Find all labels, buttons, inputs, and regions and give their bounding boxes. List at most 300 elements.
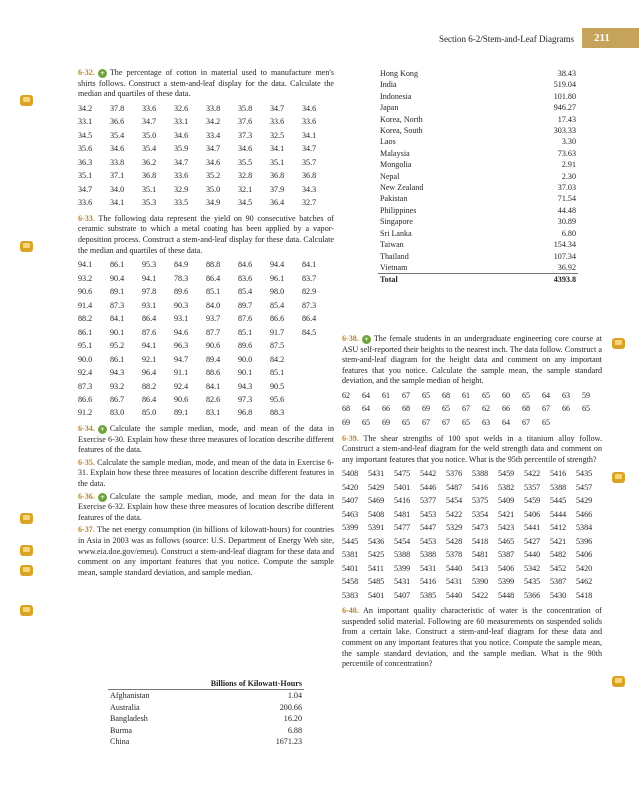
data-value: 5396 [576, 536, 593, 546]
page-number: 211 [582, 28, 639, 48]
data-value: 32.1 [238, 184, 253, 194]
data-value: 5459 [498, 469, 515, 479]
data-value: 67 [522, 417, 531, 427]
margin-icon[interactable] [20, 241, 33, 252]
country-name: Nepal [380, 171, 400, 181]
data-value: 64 [362, 404, 371, 414]
table-row [378, 193, 578, 204]
data-value: 5428 [446, 536, 463, 546]
data-value: 5387 [498, 550, 515, 560]
data-value: 35.8 [238, 103, 253, 113]
data-value: 92.4 [78, 368, 93, 378]
table-row [378, 216, 578, 227]
data-value: 32.7 [302, 198, 317, 208]
data-value: 33.6 [270, 117, 285, 127]
table-row [108, 725, 304, 736]
data-value: 5407 [342, 496, 359, 506]
data-value: 86.6 [78, 394, 93, 404]
data-value: 82.6 [206, 394, 221, 404]
data-value: 86.4 [302, 314, 317, 324]
data-value [302, 395, 334, 406]
data-value: 94.3 [110, 368, 125, 378]
data-value: 66 [382, 404, 391, 414]
data-value: 36.3 [78, 157, 93, 167]
data-value: 34.6 [302, 103, 317, 113]
data-value: 83.7 [302, 273, 317, 283]
data-value: 5431 [446, 577, 463, 587]
data-value: 65 [542, 417, 551, 427]
cotton-data-grid [78, 104, 334, 209]
energy-value: 73.63 [557, 148, 576, 158]
data-value: 83.0 [110, 408, 125, 418]
data-value: 86.1 [78, 327, 93, 337]
table-row [108, 702, 304, 713]
data-value: 88.3 [270, 408, 285, 418]
data-value [302, 408, 334, 419]
data-value: 97.3 [238, 394, 253, 404]
data-value: 5425 [368, 550, 385, 560]
data-value: 34.2 [206, 117, 221, 127]
data-value: 84.1 [206, 381, 221, 391]
country-name: Laos [380, 137, 396, 147]
data-value: 64 [502, 417, 511, 427]
table-row [378, 68, 578, 79]
data-value: 37.6 [238, 117, 253, 127]
data-value: 90.3 [174, 300, 189, 310]
data-value [302, 341, 334, 352]
data-value: 84.6 [238, 260, 253, 270]
table-row [378, 251, 578, 262]
energy-value: 38.43 [557, 69, 576, 78]
data-value: 96.3 [174, 341, 189, 351]
data-value: 5477 [394, 523, 411, 533]
data-value: 62 [482, 404, 491, 414]
data-value: 5447 [420, 523, 437, 533]
data-value: 5429 [576, 496, 593, 506]
data-value: 65 [402, 417, 411, 427]
energy-value: 44.48 [557, 205, 576, 215]
data-value: 90.6 [78, 287, 93, 297]
data-value: 5440 [524, 550, 541, 560]
country-name: Burma [110, 725, 133, 735]
data-value: 90.4 [110, 273, 125, 283]
data-value: 92.4 [174, 381, 189, 391]
data-value: 65 [442, 404, 451, 414]
country-name: China [110, 737, 130, 747]
data-value: 5390 [472, 577, 489, 587]
data-value: 5485 [368, 577, 385, 587]
data-value: 5383 [342, 590, 359, 600]
data-value: 88.2 [142, 381, 157, 391]
data-value: 90.1 [110, 327, 125, 337]
data-value: 5429 [368, 482, 385, 492]
data-value: 84.5 [302, 327, 317, 337]
data-value: 33.6 [78, 198, 93, 208]
data-value: 84.0 [206, 300, 221, 310]
data-value: 5454 [394, 536, 411, 546]
data-value: 93.1 [174, 314, 189, 324]
data-value: 34.7 [302, 144, 317, 154]
height-data-grid [342, 391, 602, 429]
data-value: 82.9 [302, 287, 317, 297]
data-value: 91.1 [174, 368, 189, 378]
data-value: 35.4 [142, 144, 157, 154]
table-row [378, 262, 578, 274]
data-value: 5453 [420, 509, 437, 519]
table-row [108, 690, 304, 702]
data-value: 5446 [420, 482, 437, 492]
data-value: 62 [342, 390, 351, 400]
data-value: 5342 [524, 563, 541, 573]
data-value: 34.9 [206, 198, 221, 208]
table-row [108, 713, 304, 724]
country-name: India [380, 80, 397, 90]
data-value: 92.1 [142, 354, 157, 364]
data-value: 33.1 [174, 117, 189, 127]
data-value [302, 355, 334, 366]
country-name: Korea, South [380, 126, 423, 136]
data-value: 5473 [472, 523, 489, 533]
data-value [302, 382, 334, 393]
data-value: 94.1 [142, 273, 157, 283]
energy-value: 946.27 [553, 103, 576, 113]
exercise-6-37: 6-37. The net energy consumption (in billions of kilowatt-hours) for countries in Asia in 2003 was as follows (source: U.S. Department of Energy Web site, www.eia.doe.gov/emeu). Construct a stem-and-leaf diagram for these data and comment on any important features that you notice. Compute the sample mean, sample standard deviation, and sample median. [78, 525, 334, 577]
data-value: 5453 [420, 536, 437, 546]
data-value: 36.8 [142, 171, 157, 181]
right-column [342, 334, 602, 672]
data-value: 84.1 [110, 314, 125, 324]
energy-value: 1671.23 [275, 737, 302, 747]
data-value: 5416 [420, 577, 437, 587]
data-value: 34.1 [302, 130, 317, 140]
country-name: Thailand [380, 251, 409, 261]
data-value: 5422 [472, 590, 489, 600]
data-value: 5329 [446, 523, 463, 533]
data-value: 5387 [550, 577, 567, 587]
country-name: Australia [110, 702, 140, 712]
data-value: 36.2 [142, 157, 157, 167]
data-value: 35.9 [174, 144, 189, 154]
data-value: 35.4 [110, 130, 125, 140]
data-value: 34.7 [270, 103, 285, 113]
data-value: 5354 [472, 509, 489, 519]
data-value: 5462 [576, 577, 593, 587]
data-value: 89.6 [238, 341, 253, 351]
table-row [378, 91, 578, 102]
data-value: 93.7 [206, 314, 221, 324]
data-value: 5418 [576, 590, 593, 600]
data-value: 34.1 [270, 144, 285, 154]
data-value: 64 [542, 390, 551, 400]
data-value: 86.1 [110, 260, 125, 270]
table-row [378, 102, 578, 113]
data-value: 5466 [576, 509, 593, 519]
country-name: Taiwan [380, 240, 404, 250]
country-name: Sri Lanka [380, 228, 412, 238]
data-value: 34.6 [238, 144, 253, 154]
country-name: Philippines [380, 205, 417, 215]
data-value: 5454 [446, 496, 463, 506]
data-value: 67 [462, 404, 471, 414]
data-value: 5388 [420, 550, 437, 560]
weld-data-grid [342, 469, 602, 601]
data-value: 87.3 [302, 300, 317, 310]
data-value: 33.6 [174, 171, 189, 181]
country-name: Korea, North [380, 114, 423, 124]
data-value: 5406 [524, 509, 541, 519]
data-value: 33.8 [110, 157, 125, 167]
data-value: 86.6 [270, 314, 285, 324]
exercise-6-32: 6-32. + The percentage of cotton in material used to manufacture men's shirts follows. Construct a stem-and-leaf display for the data. Calculate the median and quartiles of these data. [78, 68, 334, 99]
data-value: 37.9 [270, 184, 285, 194]
plus-icon: + [98, 69, 107, 78]
table-row [378, 159, 578, 170]
data-value: 84.2 [270, 354, 285, 364]
data-value: 5431 [368, 469, 385, 479]
data-value: 32.5 [270, 130, 285, 140]
data-value: 37.8 [110, 103, 125, 113]
margin-icon[interactable] [612, 472, 625, 483]
energy-value: 36.92 [557, 262, 576, 272]
data-value: 84.9 [174, 260, 189, 270]
data-value: 35.3 [142, 198, 157, 208]
table-row [378, 182, 578, 193]
country-name: New Zealand [380, 183, 424, 193]
energy-value: 303.33 [553, 126, 576, 136]
data-value: 35.0 [206, 184, 221, 194]
yield-data-grid [78, 260, 334, 419]
data-value: 69 [342, 417, 351, 427]
data-value: 5381 [342, 550, 359, 560]
energy-value: 71.54 [557, 194, 576, 204]
data-value: 32.8 [238, 171, 253, 181]
data-value: 5422 [446, 509, 463, 519]
country-name: Mongolia [380, 160, 412, 170]
data-value: 37.3 [238, 130, 253, 140]
table-row [378, 136, 578, 147]
data-value: 5430 [550, 590, 567, 600]
data-value: 34.1 [110, 198, 125, 208]
data-value: 5378 [446, 550, 463, 560]
table-row [378, 171, 578, 182]
data-value: 35.0 [142, 130, 157, 140]
data-value: 64 [362, 390, 371, 400]
data-value: 90.5 [270, 381, 285, 391]
data-value: 94.7 [174, 354, 189, 364]
data-value: 87.7 [206, 327, 221, 337]
data-value: 5384 [576, 523, 593, 533]
data-value: 88.2 [78, 314, 93, 324]
data-value: 5408 [368, 509, 385, 519]
data-value: 87.3 [110, 300, 125, 310]
data-value: 34.3 [302, 184, 317, 194]
data-value: 5421 [550, 536, 567, 546]
section-title: Section 6-2/Stem-and-Leaf Diagrams [439, 34, 574, 44]
energy-table-header: Billions of Kilowatt-Hours [108, 678, 304, 690]
data-value: 36.8 [302, 171, 317, 181]
data-value: 35.1 [78, 171, 93, 181]
data-value: 86.4 [206, 273, 221, 283]
data-value: 34.5 [78, 130, 93, 140]
data-value: 5406 [498, 563, 515, 573]
table-row [108, 736, 304, 747]
data-value: 5411 [368, 563, 384, 573]
data-value: 94.1 [78, 260, 93, 270]
data-value: 86.7 [110, 394, 125, 404]
data-value: 5457 [576, 482, 593, 492]
data-value: 5399 [498, 577, 515, 587]
data-value: 34.7 [174, 157, 189, 167]
data-value: 33.6 [142, 103, 157, 113]
data-value: 61 [382, 390, 391, 400]
data-value: 34.6 [110, 144, 125, 154]
data-value: 63 [562, 390, 571, 400]
data-value: 5406 [576, 550, 593, 560]
margin-icon[interactable] [20, 513, 33, 524]
data-value: 5409 [498, 496, 515, 506]
table-row [378, 79, 578, 90]
data-value: 36.4 [270, 198, 285, 208]
data-value: 68 [522, 404, 531, 414]
data-value: 5388 [394, 550, 411, 560]
data-value: 34.6 [206, 157, 221, 167]
energy-value: 519.04 [553, 80, 576, 90]
data-value: 5382 [498, 482, 515, 492]
energy-value: 2.30 [561, 171, 576, 181]
data-value: 85.1 [206, 287, 221, 297]
plus-icon: + [98, 425, 107, 434]
data-value: 67 [442, 417, 451, 427]
table-row [378, 239, 578, 250]
data-value: 34.6 [174, 130, 189, 140]
data-value: 5416 [472, 482, 489, 492]
data-value: 96.8 [238, 408, 253, 418]
plus-icon: + [98, 493, 107, 502]
data-value: 5420 [576, 563, 593, 573]
data-value: 32.6 [174, 103, 189, 113]
data-value: 5431 [420, 563, 437, 573]
energy-value: 2.91 [561, 160, 576, 170]
data-value: 5399 [394, 563, 411, 573]
country-name: Hong Kong [380, 69, 418, 78]
energy-value: 6.88 [287, 725, 302, 735]
data-value: 89.6 [174, 287, 189, 297]
data-value: 67 [422, 417, 431, 427]
data-value: 5436 [368, 536, 385, 546]
data-value: 90.0 [238, 354, 253, 364]
margin-icon[interactable] [20, 95, 33, 106]
data-value: 5388 [550, 482, 567, 492]
margin-icon[interactable] [20, 605, 33, 616]
table-row [378, 228, 578, 239]
data-value: 5444 [550, 509, 567, 519]
data-value: 68 [342, 404, 351, 414]
table-row [378, 148, 578, 159]
data-value: 32.9 [174, 184, 189, 194]
data-value: 68 [402, 404, 411, 414]
data-value: 34.2 [78, 103, 93, 113]
country-name: Singapore [380, 217, 413, 227]
total-row [378, 274, 578, 286]
country-name: Japan [380, 103, 399, 113]
data-value: 36.6 [110, 117, 125, 127]
data-value: 35.2 [206, 171, 221, 181]
data-value: 5423 [498, 523, 515, 533]
data-value: 5440 [446, 590, 463, 600]
margin-icon[interactable] [20, 545, 33, 556]
data-value: 5357 [524, 482, 541, 492]
data-value: 5448 [498, 590, 515, 600]
data-value: 5412 [550, 523, 567, 533]
data-value: 5416 [550, 469, 567, 479]
table-row [378, 114, 578, 125]
data-value: 85.1 [238, 327, 253, 337]
data-value: 5435 [524, 577, 541, 587]
exercise-6-39: 6-39. The shear strengths of 100 spot welds in a titanium alloy follow. Construct a stem-and-leaf diagram for the weld strength data and comment on any important features that you notice. What is the 95th percentile of strength? [342, 433, 603, 464]
energy-value: 6.80 [561, 228, 576, 238]
data-value: 91.4 [78, 300, 93, 310]
data-value: 90.6 [174, 394, 189, 404]
data-value: 66 [502, 404, 511, 414]
margin-icon[interactable] [20, 565, 33, 576]
data-value: 5408 [342, 469, 359, 479]
data-value: 84.1 [302, 260, 317, 270]
margin-icon[interactable] [612, 338, 625, 349]
data-value: 87.6 [142, 327, 157, 337]
total-label: Total [378, 274, 507, 286]
data-value: 95.2 [110, 341, 125, 351]
data-value: 33.1 [78, 117, 93, 127]
data-value: 5442 [420, 469, 437, 479]
country-name: Indonesia [380, 91, 412, 101]
data-value: 78.3 [174, 273, 189, 283]
data-value: 94.1 [142, 341, 157, 351]
data-value: 5458 [342, 577, 359, 587]
data-value: 65 [462, 417, 471, 427]
data-value: 83.6 [238, 273, 253, 283]
data-value: 34.7 [142, 117, 157, 127]
exercise-6-36: 6-36. + Calculate the sample median, mode, and mean for the data in Exercise 6-32. Explain how these three measures of location describe different features of the data. [78, 491, 334, 522]
margin-icon[interactable] [612, 676, 625, 687]
data-value: 5487 [446, 482, 463, 492]
data-value: 33.5 [174, 198, 189, 208]
data-value: 91.7 [270, 327, 285, 337]
data-value: 5469 [368, 496, 385, 506]
exercise-6-38: 6-38. + The female students in an undergraduate engineering core course at ASU self-reported their heights to the nearest inch. The data follow. Construct a stem-and-leaf diagram for the height data and comment on any important features that you notice. Calculate the sample mean, the sample standard deviation, and the sample median of height. [342, 334, 602, 386]
data-value: 5377 [420, 496, 437, 506]
plus-icon: + [362, 335, 371, 344]
data-value: 65 [362, 417, 371, 427]
data-value: 34.7 [78, 184, 93, 194]
energy-value: 200.66 [279, 702, 302, 712]
data-value: 87.6 [238, 314, 253, 324]
data-value: 89.1 [110, 287, 125, 297]
data-value: 93.1 [142, 300, 157, 310]
data-value: 95.1 [78, 341, 93, 351]
data-value: 35.7 [302, 157, 317, 167]
data-value: 34.0 [110, 184, 125, 194]
data-value: 89.1 [174, 408, 189, 418]
data-value: 88.8 [206, 260, 221, 270]
data-value: 5418 [472, 536, 489, 546]
data-value: 66 [562, 404, 571, 414]
data-value: 67 [402, 390, 411, 400]
data-value: 33.4 [206, 130, 221, 140]
data-value: 65 [482, 390, 491, 400]
data-value: 5413 [472, 563, 489, 573]
data-value: 5481 [472, 550, 489, 560]
data-value: 63 [482, 417, 491, 427]
